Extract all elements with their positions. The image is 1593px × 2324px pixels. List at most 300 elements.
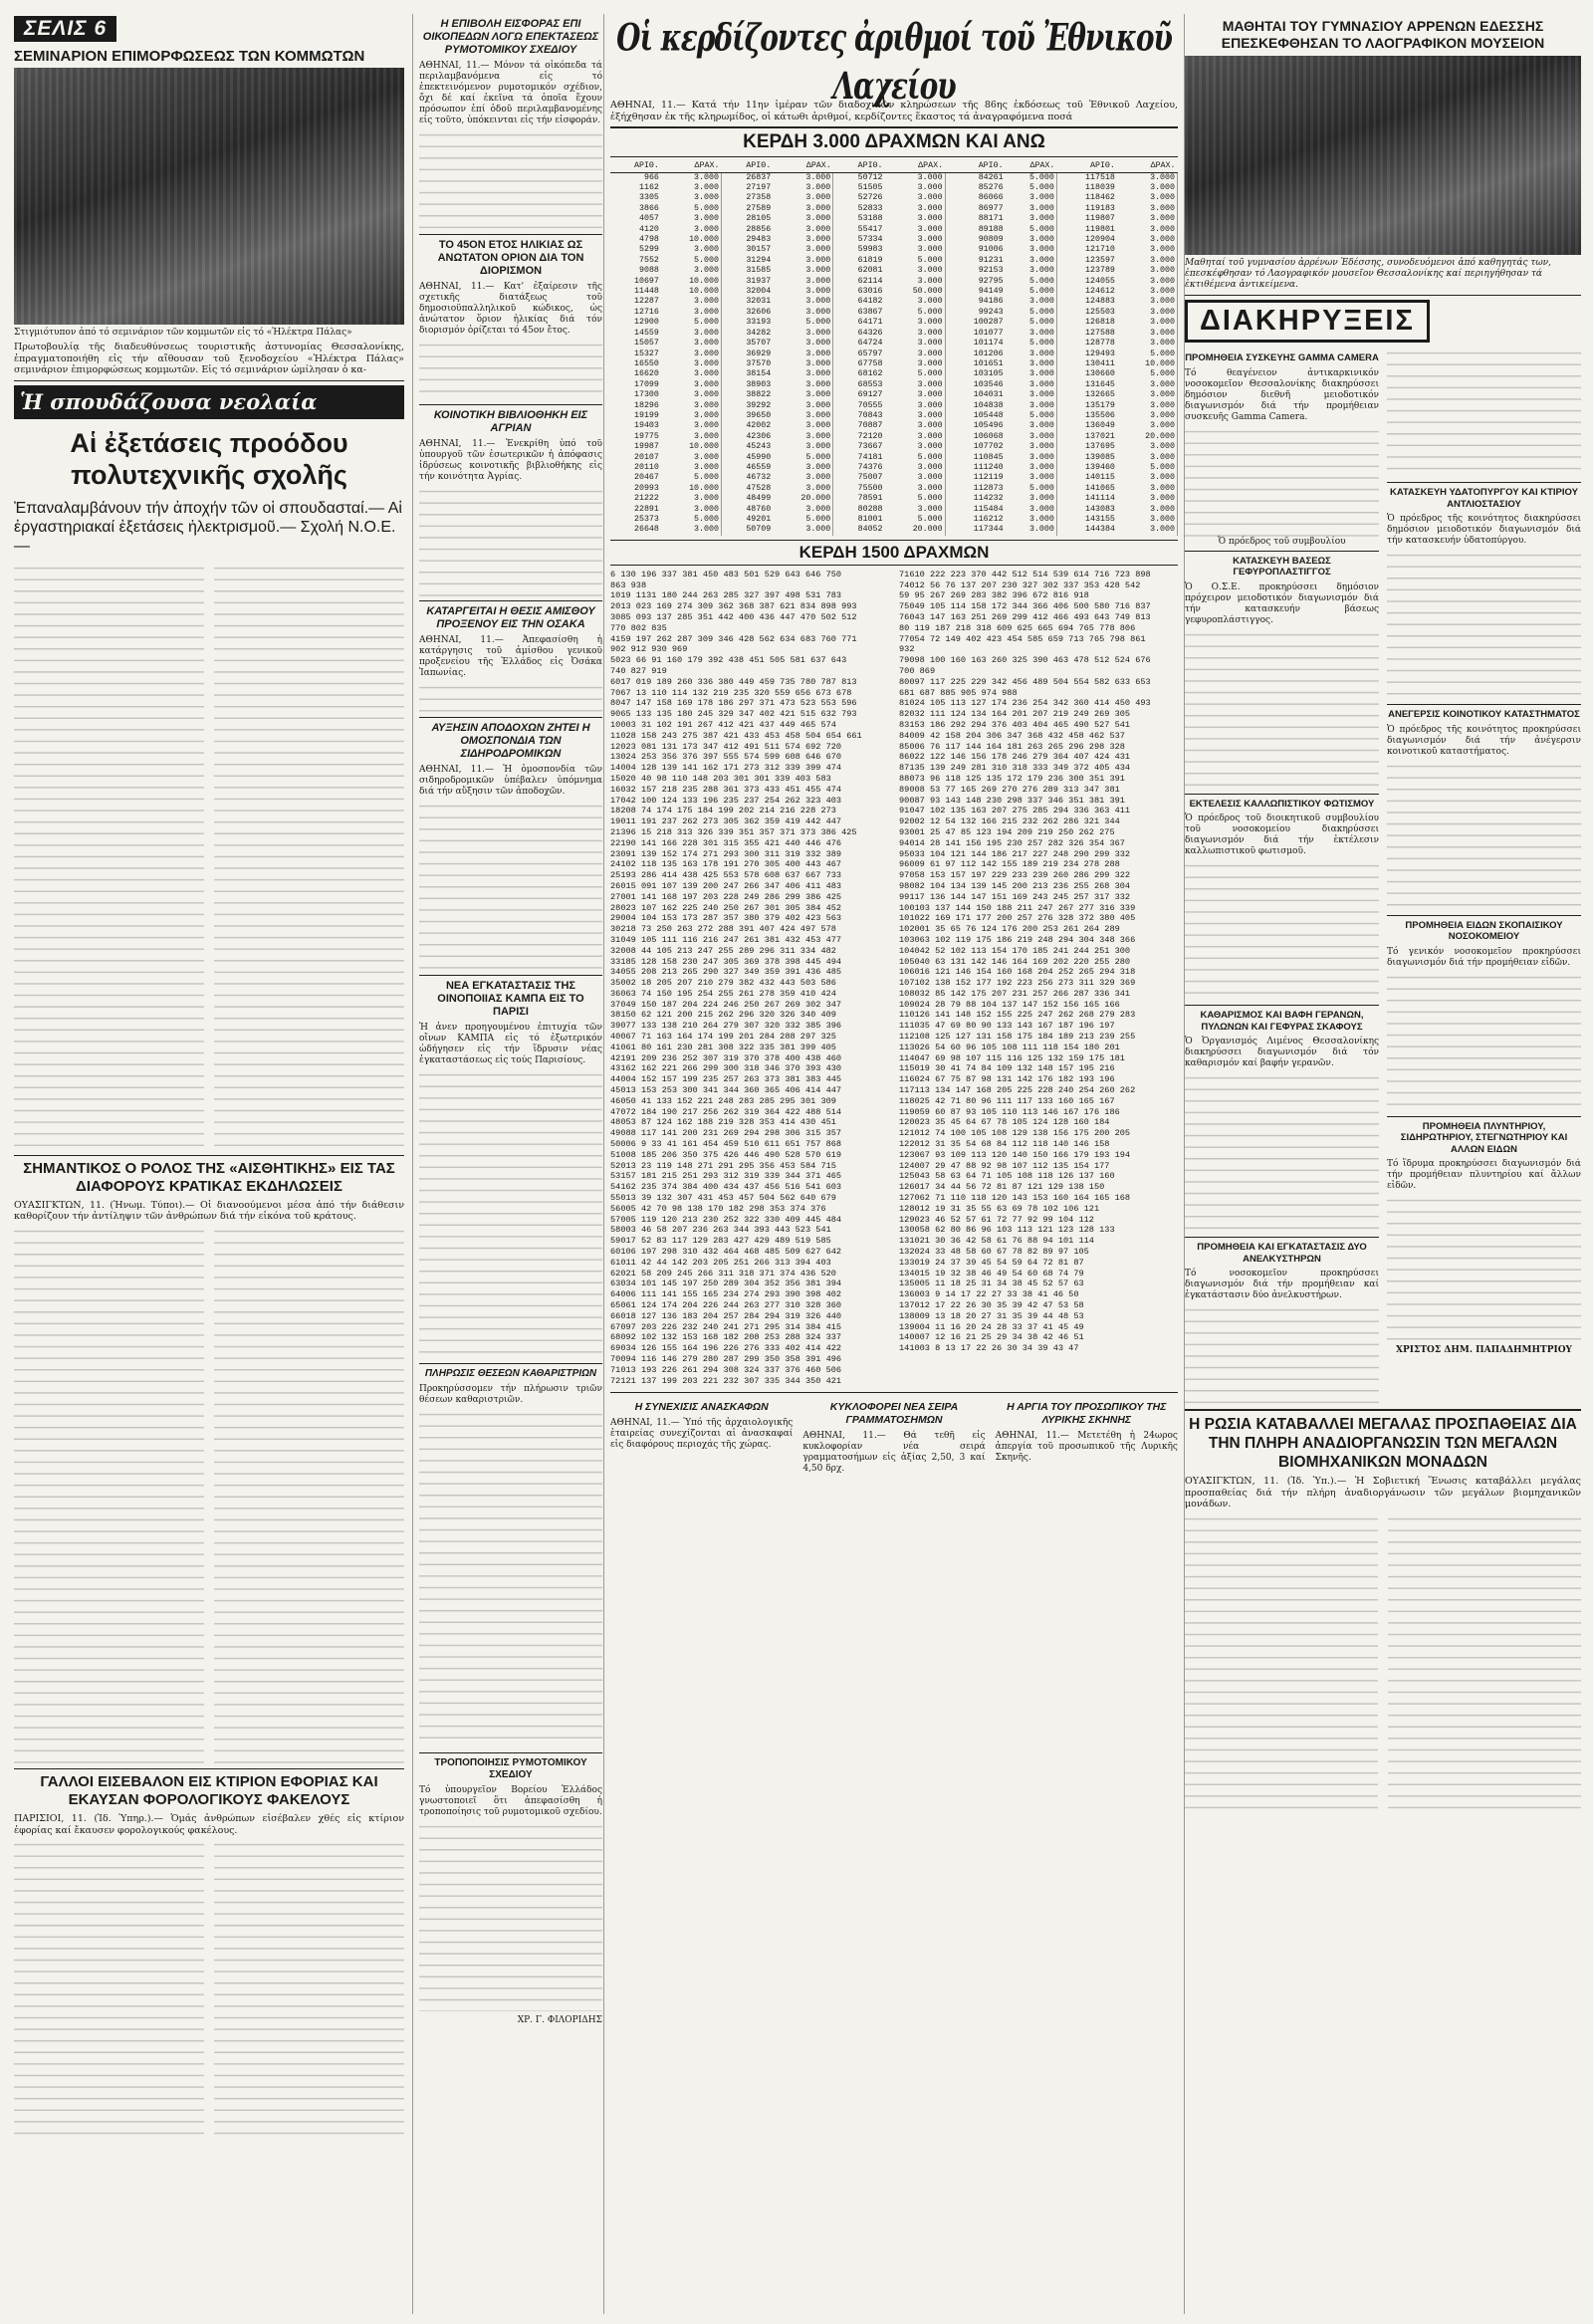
table-cell: 3.000 [1006,463,1057,473]
declarations-body [1185,349,1581,1405]
list-item: 132024 33 48 58 60 67 78 82 89 97 105 [899,1247,1089,1258]
list-item: 17042 100 124 133 196 235 237 254 262 323 403 [610,795,842,806]
lottery-masthead: Οἱ κερδίζοντες ἀριθμοί τοῦ Ἐθνικοῦ Λαχείου [616,15,1172,109]
list-item: 10003 31 102 191 267 412 421 437 449 465 574 [610,719,836,730]
table-cell: 3.000 [773,432,833,442]
community-building-headline: ΑΝΕΓΕΡΣΙΣ ΚΟΙΝΟΤΙΚΟΥ ΚΑΤΑΣΤΗΜΑΤΟΣ [1388,709,1580,720]
table-cell: 119807 [1085,214,1115,224]
table-cell: 47528 [746,483,772,493]
table-cell: 28856 [746,224,772,234]
table-cell: 38154 [746,369,772,379]
table-header-cell: ΔΡΑΧ. [661,161,722,172]
table-cell: 3.000 [1117,421,1178,431]
table-cell: 3.000 [1117,277,1178,287]
table-cell: 12287 [634,297,659,307]
table-header-cell: ΑΡΙΘ. [721,161,773,172]
table-cell: 3.000 [773,277,833,287]
list-item: 44004 152 157 199 235 257 263 373 381 383 445 [610,1074,842,1085]
table-cell: 3.000 [1117,214,1178,224]
list-item: 33185 128 158 230 247 305 369 378 398 445 494 [610,956,842,967]
table-cell: 3.000 [1117,525,1178,535]
list-item: 85006 76 117 144 164 181 263 265 296 298 328 [899,741,1125,752]
list-item: 93001 25 47 85 123 194 209 219 250 262 275 [899,826,1115,837]
list-item: 112108 125 127 131 158 175 184 189 213 239 255 [899,1032,1136,1043]
table-cell: 94186 [978,297,1004,307]
table-cell: 5.000 [1006,339,1057,349]
list-item: 90087 93 143 148 230 298 337 346 351 381 391 [899,795,1125,806]
table-row [610,297,1178,307]
list-item: 54162 235 374 384 400 434 437 456 516 541 603 [610,1182,842,1193]
table-cell: 3.000 [773,225,833,235]
section-label-badge: ΣΕΛΙΣ 6 [14,16,116,42]
list-item: 92002 12 54 132 166 215 232 262 286 321 344 [899,816,1120,827]
student-youth-banner [14,385,404,419]
table-cell: 3.000 [661,193,722,203]
list-item: 77054 72 149 402 423 454 585 659 713 765 798 861 [899,633,1146,644]
table-row [610,432,1178,442]
table-cell: 3.000 [661,390,722,400]
table-cell: 3.000 [1006,515,1057,525]
list-item: 23091 139 152 174 271 293 300 311 319 332 389 [610,848,842,859]
table-cell: 3.000 [1006,193,1057,203]
table-cell: 130411 [1085,358,1115,368]
library-text: ΑΘΗΝΑΙ, 11.— Ἐνεκρίθη ὑπό τοῦ ὑπουργοῦ τῶν ἐσωτερικῶν ἡ ἀπόφασις ἱδρύσεως κοινοτικῆς βιβλιοθήκης εἰς τήν κοινότητα Ἀγρίας. [419,439,602,482]
table-cell: 17099 [634,379,659,389]
table-cell: 3.000 [773,183,833,193]
list-item: 37049 150 187 204 224 246 250 267 269 302 347 [610,999,842,1010]
table-row [610,204,1178,214]
table-cell: 3.000 [1117,380,1178,390]
list-item: 135005 11 18 25 31 34 38 45 52 57 63 [899,1278,1084,1289]
table-cell: 128778 [1085,339,1115,349]
list-item: 127062 71 110 118 120 143 153 160 164 165 168 [899,1193,1131,1204]
list-item: 86022 122 146 156 178 246 279 364 407 424 431 [899,752,1131,763]
table-cell: 3.000 [661,214,722,224]
seminar-article-text: Πρωτοβουλίᾳ τῆς διαδευθύνσεως τουριστικῆς ἀστυνομίας Θεσσαλονίκης, ἐπραγματοποιήθη εἰς τήν αἴθουσαν τοῦ ξενοδοχείου «Ἠλέκτρα Πάλας» σεμινάριον ἐπιμορφώσεως κομμωτῶν. Εἰς τό σεμινάριον ὡμίλησαν ὁ κα- [14,342,404,376]
table-cell: 5.000 [661,515,722,525]
table-cell: 5.000 [1006,277,1057,287]
table-row [610,525,1178,535]
table-cell: 3.000 [773,369,833,379]
table-cell: 3.000 [1006,256,1057,266]
table-cell: 5.000 [1006,172,1057,183]
table-cell: 3.000 [661,359,722,369]
table-row [610,453,1178,463]
table-cell: 5.000 [1117,349,1178,359]
list-item: 115019 30 41 74 84 109 132 148 157 195 216 [899,1063,1115,1074]
table-cell: 114232 [973,494,1004,504]
list-item: 36063 74 150 195 254 255 261 278 359 410 424 [610,988,836,999]
table-cell: 3.000 [1117,505,1178,515]
zoning-headline: ΤΡΟΠΟΠΟΙΗΣΙΣ ΡΥΜΟΤΟΜΙΚΟΥ ΣΧΕΔΙΟΥ [434,1757,587,1780]
table-cell: 118462 [1085,193,1115,203]
table-cell: 69127 [857,390,883,400]
table-cell: 10697 [634,276,659,286]
table-cell: 3.000 [1006,390,1057,400]
list-item: 100103 137 144 150 188 211 247 267 277 316 339 [899,902,1136,913]
table-cell: 141114 [1085,494,1115,504]
table-cell: 3.000 [661,401,722,411]
list-item: 64006 111 141 155 165 234 274 293 390 398 402 [610,1289,842,1300]
lottery-bottom-briefs [610,1397,1178,1479]
table-cell: 45243 [746,442,772,452]
table-cell: 94149 [978,287,1004,297]
table-cell: 3.000 [1006,505,1057,515]
table-cell: 21222 [634,494,659,504]
list-item: 119059 60 87 93 105 110 113 146 167 176 186 [899,1106,1120,1117]
list-item: 83153 186 292 294 376 403 404 465 490 527 541 [899,719,1131,730]
table-cell: 125503 [1085,307,1115,317]
rail-wages-text: ΑΘΗΝΑΙ, 11.— Ἡ ὁμοσπονδία τῶν σιδηροδρομικῶν ὑπέβαλεν ὑπόμνημα διά τήν αὔξησιν τῶν ἀποδοχῶν. [419,765,602,797]
table-cell: 117344 [973,525,1004,535]
list-item: 56005 42 70 98 138 170 182 298 353 374 376 [610,1203,826,1214]
list-item: 32008 44 105 213 247 255 289 296 311 334 482 [610,945,836,956]
table-cell: 15057 [634,339,659,349]
table-cell: 48760 [746,504,772,514]
table-cell: 3.000 [885,411,946,421]
list-item: 932 [899,644,915,655]
list-item: 88073 96 118 125 135 172 179 236 300 351 391 [899,773,1125,784]
table-cell: 3.000 [1006,473,1057,483]
list-item: 113026 54 60 96 105 108 111 118 154 180 201 [899,1042,1120,1052]
table-cell: 39292 [746,400,772,410]
table-cell: 59983 [857,245,883,255]
list-item: 95033 104 121 144 186 217 227 248 290 299 332 [899,848,1131,859]
table-cell: 127588 [1085,328,1115,338]
table-cell: 3.000 [1117,329,1178,339]
table-cell: 3.000 [1117,183,1178,193]
table-cell: 68553 [857,379,883,389]
table-cell: 64182 [857,297,883,307]
list-item: 1019 1131 180 244 263 285 327 397 498 531 783 [610,590,842,601]
table-cell: 26648 [634,525,659,535]
table-cell: 5.000 [773,515,833,525]
table-cell: 3.000 [1117,225,1178,235]
table-cell: 3.000 [885,172,946,183]
list-item: 121012 74 100 105 108 129 138 156 175 200 205 [899,1128,1131,1139]
table-cell: 3.000 [1117,390,1178,400]
elevators-text: Τό νοσοκομεῖον προκηρύσσει διαγωνισμόν διά τήν προμήθειαν καί ἐγκατάστασιν δύο ἀνελκυστήρων. [1185,1269,1379,1300]
table-cell: 3.000 [1006,235,1057,245]
list-item: 34055 208 213 265 290 327 349 359 391 436 485 [610,967,842,978]
table-cell: 123597 [1085,255,1115,265]
table-cell: 112873 [973,483,1004,493]
list-item: 43162 162 221 266 299 300 318 346 370 393 430 [610,1063,842,1074]
list-item: 139004 11 16 20 24 28 33 37 41 45 49 [899,1321,1084,1332]
table-cell: 80288 [857,504,883,514]
exams-article-body [14,564,404,1151]
table-cell: 11448 [634,287,659,297]
table-cell: 63867 [857,307,883,317]
list-item: 97058 153 157 197 229 233 239 260 286 299 322 [899,870,1131,881]
list-item: 106016 121 146 154 160 168 204 252 265 294 318 [899,967,1136,978]
table-cell: 3.000 [773,266,833,276]
list-item: 110126 141 148 152 155 225 247 262 268 279 283 [899,1010,1136,1021]
table-cell: 20.000 [773,494,833,504]
table-cell: 3.000 [885,204,946,214]
hospital-supplies-headline: ΠΡΟΜΗΘΕΙΑ ΕΙΔΩΝ ΣΚΟΠΑΙΣΙΚΟΥ ΝΟΣΟΚΟΜΕΙΟΥ [1405,919,1563,942]
kampa-winery-headline: ΝΕΑ ΕΓΚΑΤΑΣΤΑΣΙΣ ΤΗΣ ΟΙΝΟΠΟΙΙΑΣ ΚΑΜΠΑ ΕΙΣ ΤΟ ΠΑΡΙΣΙ [437,980,584,1018]
list-item: 130058 62 80 86 96 103 113 121 123 128 133 [899,1225,1115,1236]
list-item: 28023 107 162 225 240 250 267 301 305 384 452 [610,902,842,913]
tax-office-article-body [14,1840,404,2139]
table-cell: 3.000 [661,172,722,183]
exams-headline: Αἱ ἐξετάσεις προόδου πολυτεχνικῆς σχολῆς [70,427,348,490]
table-cell: 3.000 [1117,308,1178,318]
list-item: 29004 104 153 173 287 357 380 379 402 423 563 [610,913,842,924]
table-cell: 129493 [1085,349,1115,358]
table-cell: 3.000 [773,505,833,515]
table-cell: 52833 [857,203,883,213]
cleaners-headline: ΠΛΗΡΩΣΙΣ ΘΕΣΕΩΝ ΚΑΘΑΡΙΣΤΡΙΩΝ [424,1368,597,1379]
list-item: 60106 197 298 310 432 464 468 485 509 627 642 [610,1247,842,1258]
cranes-headline: ΚΑΘΑΡΙΣΜΟΣ ΚΑΙ ΒΑΦΗ ΓΕΡΑΝΩΝ, ΠΥΛΩΝΩΝ ΚΑΙ ΓΕΦΥΡΑΣ ΣΚΑΦΟΥΣ [1200,1010,1364,1033]
table-cell: 4798 [638,235,659,245]
list-item: 96009 61 97 112 142 155 189 219 234 278 288 [899,859,1120,870]
table-cell: 3.000 [661,308,722,318]
table-header-cell: ΑΡΙΘ. [1056,161,1117,172]
zoning-signature: ΧΡ. Γ. ΦΙΛΟΡΙΔΗΣ [517,2015,602,2025]
table-cell: 27358 [746,193,772,203]
table-cell: 86977 [978,203,1004,213]
table-cell: 3.000 [773,411,833,421]
list-item: 51008 185 206 350 375 426 446 490 528 570 619 [610,1149,842,1160]
table-cell: 5.000 [885,256,946,266]
table-cell: 81001 [857,515,883,524]
table-cell: 3.000 [885,390,946,400]
table-row [610,515,1178,525]
table-cell: 1162 [638,183,659,192]
list-item: 63034 101 145 197 250 289 304 352 356 381 394 [610,1278,842,1289]
table-cell: 141065 [1085,483,1115,493]
table-cell: 3.000 [1117,484,1178,494]
table-cell: 3.000 [1006,359,1057,369]
table-cell: 3.000 [885,421,946,431]
table-row [610,287,1178,297]
table-cell: 62114 [857,276,883,286]
table-cell: 48499 [746,494,772,504]
table-cell: 3.000 [885,225,946,235]
seminar-photo [14,68,404,325]
list-item: 94014 28 141 156 195 230 257 282 326 354 367 [899,837,1125,848]
water-tower-headline: ΚΑΤΑΣΚΕΥΗ ΥΔΑΤΟΠΥΡΓΟΥ ΚΑΙ ΚΤΙΡΙΟΥ ΑΝΤΛΙΟΣΤΑΣΙΟΥ [1390,487,1578,510]
table-cell: 3.000 [661,329,722,339]
table-cell: 137695 [1085,442,1115,452]
rail-wages-headline: ΑΥΞΗΣΙΝ ΑΠΟΔΟΧΩΝ ΖΗΤΕΙ Η ΟΜΟΣΠΟΝΔΙΑ ΤΩΝ ΣΙΔΗΡΟΔΡΟΜΙΚΩΝ [431,722,590,760]
cleaners-text: Προκηρύσσομεν τήν πλήρωσιν τριῶν θέσεων καθαριστριῶν. [419,1384,602,1405]
list-item: 108032 85 142 175 207 231 257 266 287 336 341 [899,988,1131,999]
table-cell: 3305 [638,193,659,203]
list-item: 69034 126 155 164 196 226 276 333 402 414 422 [610,1343,842,1354]
table-cell: 10.000 [661,235,722,245]
table-cell: 29483 [746,235,772,245]
table-cell: 112119 [973,473,1004,483]
table-cell: 38822 [746,390,772,400]
table-cell: 84261 [978,172,1004,182]
list-item: 137012 17 22 26 30 35 39 42 47 53 58 [899,1300,1084,1310]
levy-text: ΑΘΗΝΑΙ, 11.— Μόνον τά οἰκόπεδα τά περιλαμβανόμενα εἰς τό ἐπεκτεινόμενον ρυμοτομικόν σχέδιον, ὄχι δέ καί ἐκεῖνα τά ὁποῖα ἔχουν πρόσωπον ἐπί ὁδοῦ περιλαμβανομένης εἰς τοῦτο, ὑπόκεινται εἰς τήν εἰσφοράν. [419,61,602,125]
table-cell: 33193 [746,318,772,328]
table-cell: 74376 [857,462,883,472]
table-cell: 10.000 [1117,359,1178,369]
list-item: 126017 34 44 56 72 81 87 121 129 138 150 [899,1182,1105,1193]
table-cell: 3.000 [1117,473,1178,483]
table-cell: 73667 [857,442,883,452]
table-cell: 139460 [1085,462,1115,472]
osaka-consul-text: ΑΘΗΝΑΙ, 11.— Ἀπεφασίσθη ἡ κατάργησις τοῦ ἀμίσθου γενικοῦ προξενείου τῆς Ἑλλάδος εἰς Ὀσάκα Ἰαπωνίας. [419,635,602,678]
table-cell: 3.000 [773,525,833,535]
table-cell: 3866 [638,203,659,213]
table-row [610,484,1178,494]
lottery-table-1500-right [899,570,1178,1387]
table-cell: 5.000 [661,473,722,483]
table-cell: 20467 [634,473,659,483]
list-item: 71013 193 226 261 294 308 324 337 376 460 506 [610,1364,842,1375]
table-cell: 101077 [973,328,1004,338]
table-cell: 103105 [973,369,1004,379]
list-item: 22190 141 166 228 301 315 355 421 440 446 476 [610,837,842,848]
list-item: 52013 23 119 148 271 291 295 356 453 584 715 [610,1160,836,1171]
russia-headline: Η ΡΩΣΙΑ ΚΑΤΑΒΑΛΛΕΙ ΜΕΓΑΛΑΣ ΠΡΟΣΠΑΘΕΙΑΣ ΔΙΑ ΤΗΝ ΠΛΗΡΗ ΑΝΑΔΙΟΡΓΑΝΩΣΙΝ ΤΩΝ ΜΕΓΑΛΩΝ ΒΙΟΜΗΧΑΝΙΚΩΝ ΜΟΝΑΔΩΝ [1189,1416,1577,1471]
list-item: 136003 9 14 17 22 27 33 38 41 46 50 [899,1289,1079,1300]
table-cell: 107702 [973,442,1004,452]
gamma-camera-signoff: Ὁ πρόεδρος τοῦ συμβουλίου [1218,536,1346,547]
table-cell: 3.000 [773,204,833,214]
table-row [610,183,1178,193]
table-cell: 3.000 [1006,380,1057,390]
list-item: 84009 42 158 204 306 347 368 432 458 462 537 [899,730,1125,741]
table-row [610,193,1178,203]
table-cell: 100287 [973,318,1004,328]
list-item: 81024 105 113 127 174 236 254 342 360 414 450 493 [899,698,1151,709]
list-item: 105040 63 131 142 146 164 169 202 220 255 280 [899,956,1131,967]
table-row [610,235,1178,245]
list-item: 902 912 930 969 [610,644,688,655]
list-item: 681 687 885 905 974 988 [899,687,1018,698]
table-cell: 3.000 [661,183,722,193]
table-cell: 104031 [973,390,1004,400]
table-cell: 50.000 [885,287,946,297]
table-cell: 17300 [634,390,659,400]
list-item: 42191 209 236 252 307 319 370 378 400 438 460 [610,1052,842,1063]
table-cell: 3.000 [1117,235,1178,245]
table-cell: 101206 [973,349,1004,358]
list-item: 31049 105 111 116 216 247 261 381 432 453 477 [610,934,842,945]
table-row [610,214,1178,224]
table-row [610,369,1178,379]
list-item: 66018 127 136 183 204 257 284 294 319 326 440 [610,1310,842,1321]
table-cell: 22891 [634,504,659,514]
table-cell: 18296 [634,400,659,410]
list-item: 118025 42 71 80 96 111 117 133 160 165 167 [899,1095,1115,1106]
list-item: 55013 39 132 307 431 453 457 504 562 640 679 [610,1193,836,1204]
list-item: 30218 73 250 263 272 288 391 407 424 497 578 [610,924,836,935]
stamps-headline: ΚΥΚΛΟΦΟΡΕΙ ΝΕΑ ΣΕΙΡΑ ΓΡΑΜΜΑΤΟΣΗΜΩΝ [829,1401,959,1427]
table-cell: 3.000 [1006,432,1057,442]
table-row [610,318,1178,328]
table-cell: 5.000 [1006,308,1057,318]
table-cell: 3.000 [1117,172,1178,183]
table-cell: 26837 [746,172,772,182]
table-cell: 5.000 [661,204,722,214]
table-cell: 3.000 [1117,401,1178,411]
table-cell: 3.000 [885,349,946,359]
list-item: 107102 138 152 177 192 223 256 273 311 329 369 [899,978,1136,989]
table-cell: 42306 [746,431,772,441]
table-cell: 5.000 [1006,287,1057,297]
table-cell: 32031 [746,297,772,307]
table-cell: 64724 [857,339,883,349]
table-cell: 5.000 [661,256,722,266]
table-cell: 118039 [1085,183,1115,192]
table-cell: 144384 [1085,525,1115,535]
table-cell: 36929 [746,349,772,358]
table-cell: 20.000 [1117,432,1178,442]
list-item: 65061 124 174 204 226 244 263 277 310 328 360 [610,1300,842,1310]
table-cell: 111240 [973,462,1004,472]
list-item: 71610 222 223 370 442 512 514 539 614 716 723 898 [899,569,1151,580]
table-cell: 3.000 [1117,453,1178,463]
table-cell: 91006 [978,245,1004,255]
list-item: 25193 286 414 438 425 553 578 608 637 667 733 [610,870,842,881]
table-cell: 3.000 [885,484,946,494]
list-item: 19011 191 237 262 273 305 362 359 419 442 447 [610,816,842,827]
table-cell: 10.000 [661,442,722,452]
laundry-headline: ΠΡΟΜΗΘΕΙΑ ΠΛΥΝΤΗΡΙΟΥ, ΣΙΔΗΡΩΤΗΡΙΟΥ, ΣΤΕΓΝΩΤΗΡΙΟΥ ΚΑΙ ΑΛΛΩΝ ΕΙΔΩΝ [1400,1120,1568,1155]
excavations-headline: Η ΣΥΝΕΧΙΣΙΣ ΑΝΑΣΚΑΦΩΝ [634,1401,769,1414]
table-cell: 85276 [978,183,1004,192]
table-cell: 3.000 [773,256,833,266]
table-cell: 12900 [634,318,659,328]
table-cell: 3.000 [885,245,946,255]
table-header-cell: ΔΡΑΧ. [1006,161,1057,172]
table-cell: 20110 [634,462,659,472]
table-cell: 12716 [634,307,659,317]
table-cell: 3.000 [1006,453,1057,463]
table-cell: 119801 [1085,224,1115,234]
table-cell: 3.000 [885,277,946,287]
list-item: 80 119 187 218 318 609 625 665 694 765 778 806 [899,622,1136,633]
table-cell: 84052 [857,525,883,535]
lottery-intro: ΑΘΗΝΑΙ, 11.— Κατά τήν 11ην ἰμέραν τῶν διαδοχικῶν κληρώσεων τῆς 86ης ἐκδόσεως τοῦ Ἐθνικοῦ Λαχείου, ἐξήχθησαν ἐκ τῆς κληρωμίδος, οἱ κάτωθι ἀριθμοί, κερδίζοντες ἕκαστος τά ἀναγραφόμενα ποσά [610,100,1178,122]
table-header-cell: ΔΡΑΧ. [773,161,833,172]
column-3-lottery [603,14,1185,2314]
gamma-camera-headline: ΠΡΟΜΗΘΕΙΑ ΣΥΣΚΕΥΗΣ GAMMA CAMERA [1185,352,1379,363]
table-cell: 3.000 [661,411,722,421]
table-cell: 3.000 [1117,339,1178,349]
table-cell: 3.000 [1006,349,1057,359]
list-item: 47072 184 190 217 256 262 319 364 422 488 514 [610,1106,842,1117]
table-cell: 5299 [638,245,659,255]
list-item: 128012 19 31 35 55 63 69 78 102 106 121 [899,1203,1100,1214]
list-item: 45013 153 253 300 341 344 360 365 406 414 447 [610,1085,842,1096]
table-cell: 50712 [857,172,883,182]
stamps-text: ΑΘΗΝΑΙ, 11.— Θά τεθῆ εἰς κυκλοφορίαν νέα σειρά γραμματοσήμων εἰς ἀξίας 2,50, 3 καί 4,50 δρχ. [802,1431,986,1475]
table-cell: 3.000 [661,369,722,379]
table-cell: 64326 [857,328,883,338]
table-cell: 19987 [634,442,659,452]
table-cell: 5.000 [1006,411,1057,421]
table-cell: 20107 [634,452,659,462]
table-cell: 3.000 [1117,245,1178,255]
table-cell: 3.000 [773,359,833,369]
table-cell: 19199 [634,410,659,420]
table-cell: 75500 [857,483,883,493]
table-cell: 3.000 [1006,329,1057,339]
table-cell: 20.000 [885,525,946,535]
lottery-table-1500 [610,570,1178,1387]
table-row [610,411,1178,421]
